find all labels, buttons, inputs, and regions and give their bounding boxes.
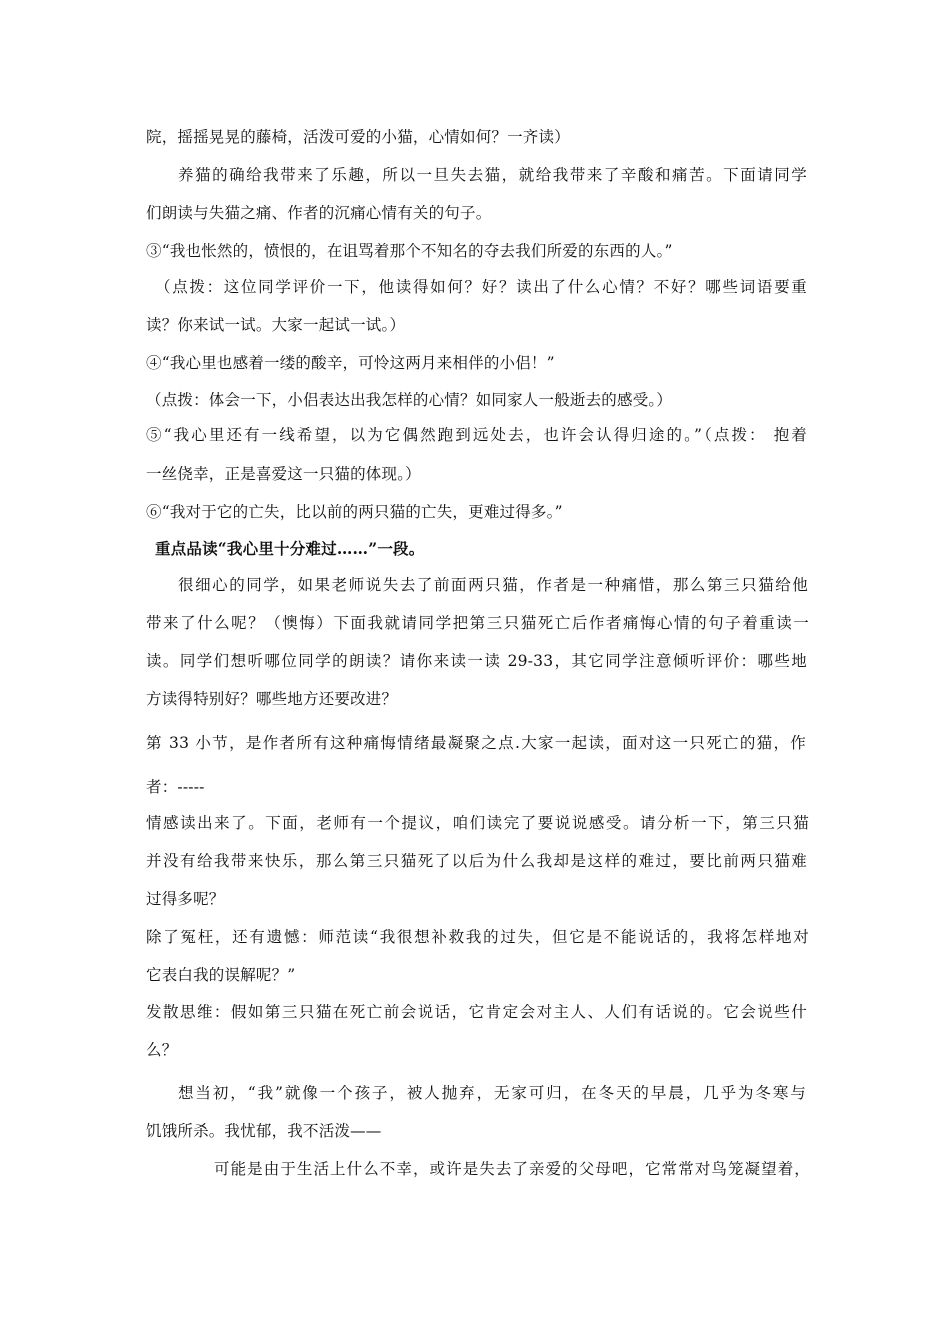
text-line: ⑤“我心里还有一线希望，以为它偶然跑到远处去，也许会认得归途的。”（点拨： 抱着 [146,426,807,444]
text-line: 情感读出来了。下面，老师有一个提议，咱们读完了要说说感受。请分析一下，第三只猫 [146,814,809,832]
text-line: 它表白我的误解呢？” [146,966,296,984]
text-line: 想当初，“我”就像一个孩子，被人抛弃，无家可归，在冬天的早晨，几乎为冬寒与 [178,1084,806,1102]
text-line: 饥饿所杀。我忧郁，我不活泼—— [146,1122,382,1140]
text-line: 养猫的确给我带来了乐趣，所以一旦失去猫，就给我带来了辛酸和痛苦。下面请同学 [178,166,807,184]
text-line: ⑥“我对于它的亡失，比以前的两只猫的亡失，更难过得多。” [146,503,563,521]
section-heading: 重点品读“我心里十分难过……”一段。 [155,539,425,558]
text-line: 读。同学们想听哪位同学的朗读？请你来读一读 29-33，其它同学注意倾听评价：哪些地 [146,652,807,670]
text-line: ④“我心里也感着一缕的酸辛，可怜这两月来相伴的小侣！” [146,354,555,372]
text-line: ③“我也怅然的，愤恨的，在诅骂着那个不知名的夺去我们所爱的东西的人。” [146,242,673,260]
text-line: 么？ [146,1041,178,1059]
text-line: 一丝侥幸，正是喜爱这一只猫的体现。） [146,465,421,483]
text-line: 很细心的同学，如果老师说失去了前面两只猫，作者是一种痛惜，那么第三只猫给他 [178,576,808,594]
text-line: 并没有给我带来快乐，那么第三只猫死了以后为什么我却是这样的难过，要比前两只猫难 [146,852,807,870]
text-line: 过得多呢？ [146,890,225,908]
text-line: （点拨：这位同学评价一下，他读得如何？好？读出了什么心情？不好？哪些词语要重 [155,278,807,296]
text-line: （点拨：体会一下，小侣表达出我怎样的心情？如同家人一般逝去的感受。） [146,391,673,409]
text-line: 发散思维：假如第三只猫在死亡前会说话，它肯定会对主人、人们有话说的。它会说些什 [146,1003,807,1021]
text-line: 院，摇摇晃晃的藤椅，活泼可爱的小猫，心情如何？一齐读） [146,128,570,146]
text-line: 读？你来试一试。大家一起试一试。） [146,316,406,334]
text-line: 者：----- [146,778,205,796]
text-line: 方读得特别好？哪些地方还要改进？ [146,690,398,708]
text-line: 第 33 小节，是作者所有这种痛悔情绪最凝聚之点.大家一起读，面对这一只死亡的猫，作 [146,734,806,752]
text-line: 们朗读与失猫之痛、作者的沉痛心情有关的句子。 [146,204,492,222]
text-line: 带来了什么呢？（懊悔）下面我就请同学把第三只猫死亡后作者痛悔心情的句子着重读一 [146,614,809,632]
text-line: 可能是由于生活上什么不幸，或许是失去了亲爱的父母吧，它常常对鸟笼凝望着， [214,1160,810,1178]
text-line: 除了冤枉，还有遗憾：师范读“我很想补救我的过失，但它是不能说话的，我将怎样地对 [146,928,809,946]
